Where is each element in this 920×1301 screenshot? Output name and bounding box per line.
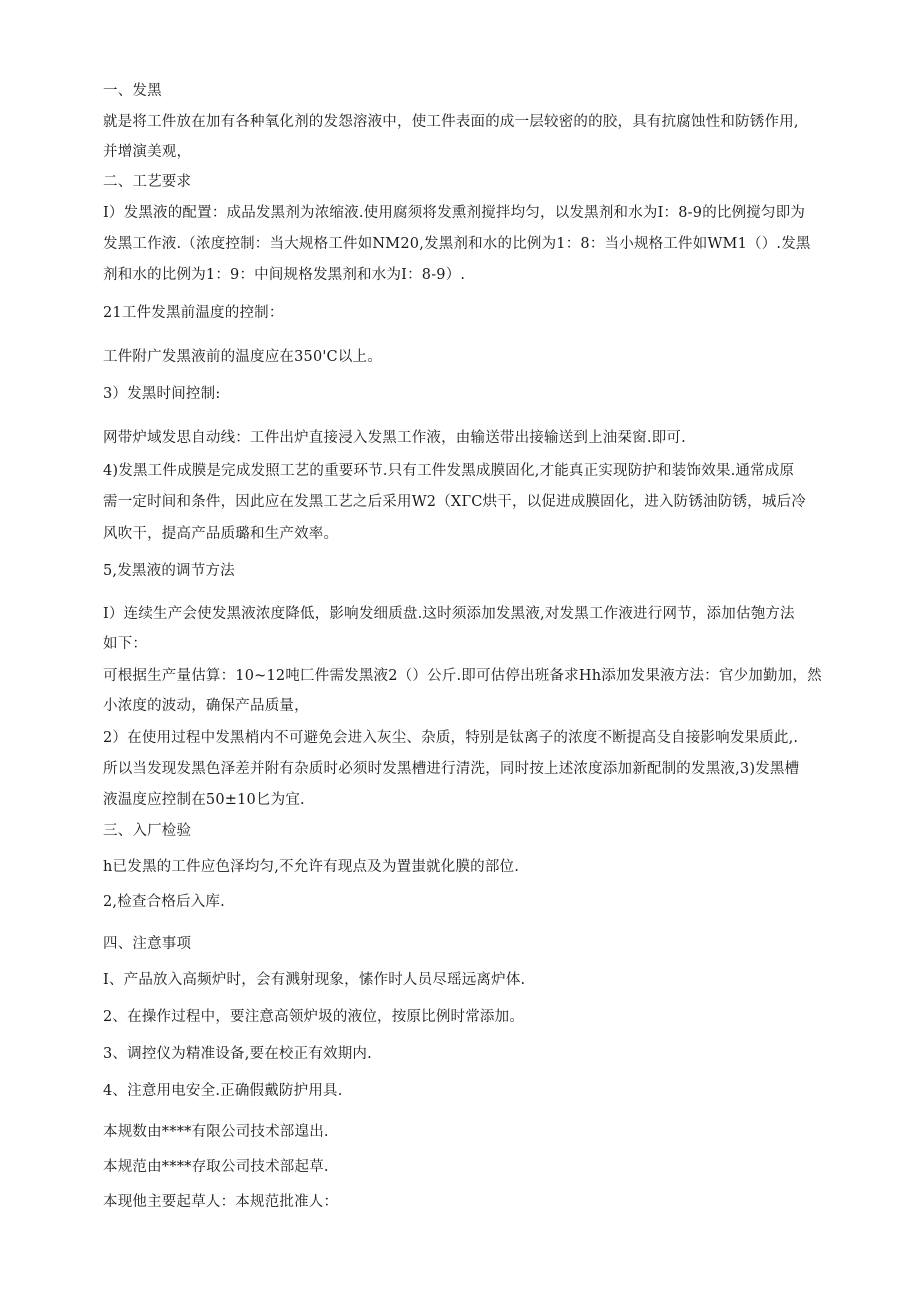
item-4-text-cont: 需一定时间和条件，因此应在发黑工艺之后采用W2（XГC烘干，以促进成膜固化，进入防锈油防锈，城后冷 — [103, 494, 806, 510]
adjust-1-text-cont2: 可根据生产量估算：10~12吨匚件需发黑液2（）公斤.即可估停出班备求Hh添加发果液方法：官少加勤加，然 — [103, 668, 822, 684]
item-2-body: 工件附广发黑液前的温度应在350'C以上。 — [103, 349, 382, 365]
item-1-text: I）发黑液的配置：成品发黑剂为浓缩液.使用腐须将发熏剂搅拌均匀，以发黑剂和水为I：8-9的比例搅匀即为 — [103, 205, 806, 221]
item-3-title: 3）发黑时间控制: — [103, 386, 221, 402]
footer-drafter: 本规范由****存取公司技术部起草. — [103, 1159, 329, 1175]
item-1-text-cont2: 剂和水的比例为1：9：中间规格发黑剂和水为I：8-9）. — [103, 267, 466, 283]
note-item-4: 4、注意用电安全.正确假戴防护用具. — [103, 1083, 343, 1099]
note-item-1: I、产品放入高频炉时，会有溅射现象，愫作时人员尽瑶远离炉体. — [103, 972, 526, 988]
adjust-2-text-cont2: 液温度应控制在50±10匕为宜. — [103, 792, 305, 808]
section-heading-blackening: 一、发黑 — [103, 83, 162, 99]
adjust-1-text-cont3: 小浓度的波动，确保产品质量， — [103, 698, 309, 714]
adjust-1-text-cont: 如下： — [103, 636, 148, 652]
adjust-1-text: I）连续生产会使发黑液浓度降低，影响发细质盘.这时须添加发黑液,对发黑工作液进行网节，添加估匏方法 — [103, 606, 795, 622]
section-heading-process: 二、工艺要求 — [103, 174, 192, 190]
inspection-item-1: h已发黑的工件应色泽均匀,不允许有现点及为置蚩就化膜的部位. — [103, 859, 520, 875]
item-4-text-cont2: 风吹干，提高产品质璐和生产效率。 — [103, 526, 339, 542]
footer-proposer: 本规数由****有限公司技术部遑出. — [103, 1124, 329, 1140]
note-item-3: 3、调控仪为精准设备,要在校正有效期内. — [103, 1046, 372, 1062]
item-3-body: 网带炉域发思自动线：工件出炉直接浸入发黑工作液，由输送带出接输送到上油栞窗.即可. — [103, 430, 686, 446]
adjust-2-text-cont: 所以当发现发黑色泽差并附有杂质时必须时发黑槽进行清洗，同时按上述浓度添加新配制的发黑液,3)发黑槽 — [103, 761, 800, 777]
section-heading-inspection: 三、入厂检验 — [103, 823, 192, 839]
section-heading-notes: 四、注意事项 — [103, 936, 192, 952]
footer-signatories: 本现他主要起草人：本规范批准人： — [103, 1194, 339, 1210]
definition-text-cont: 并增演美观， — [103, 144, 192, 160]
inspection-item-2: 2,检查合格后入库. — [103, 894, 225, 910]
item-1-text-cont: 发黑工作液.（浓度控制：当大规格工件如NM20,发黑剂和水的比例为1：8：当小规格工件如WM1（）.发黑 — [103, 236, 811, 252]
note-item-2: 2、在操作过程中，要注意高领炉圾的液位，按原比例时常添加。 — [103, 1009, 525, 1025]
item-5-title: 5,发黑液的调节方法 — [103, 563, 235, 579]
item-2-title: 21工件发黑前温度的控制： — [103, 305, 284, 321]
definition-text: 就是将工件放在加有各种氧化剂的发怨溶液中，使工件表面的成一层较密的的胶，具有抗腐蚀性和防锈作用, — [103, 114, 799, 130]
adjust-2-text: 2）在使用过程中发黑梢内不可避免会进入灰尘、杂质，特别是钛离子的浓度不断提高殳自接影响发果质此,. — [103, 730, 799, 746]
item-4-text: 4)发黑工件成膜是完成发照工艺的重要环节.只有工件发黑成膜固化,才能真正实现防护和装饰效果.通常成原 — [103, 463, 795, 479]
